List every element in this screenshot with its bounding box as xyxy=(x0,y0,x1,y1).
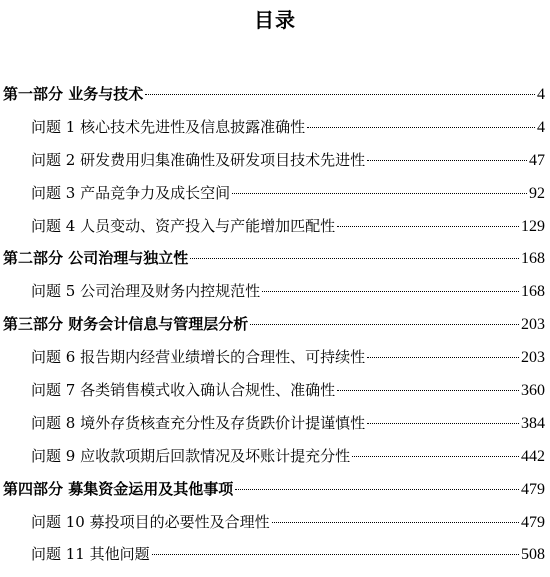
toc-list xyxy=(0,84,550,577)
toc-question-entry[interactable] xyxy=(0,183,550,216)
toc-question-entry[interactable] xyxy=(0,281,550,314)
toc-entry-label: 问题 6 报告期内经营业绩增长的合理性、可持续性 xyxy=(31,348,366,367)
toc-page-number: 129 xyxy=(521,217,545,235)
toc-dot-leader xyxy=(367,423,519,424)
toc-title: 目录 xyxy=(254,8,296,32)
toc-entry-label: 第一部分 业务与技术 xyxy=(3,85,144,103)
toc-part-entry[interactable] xyxy=(0,84,550,117)
toc-entry-label: 问题 5 公司治理及财务内控规范性 xyxy=(31,282,261,301)
toc-entry-label: 第二部分 公司治理与独立性 xyxy=(3,249,189,268)
toc-dot-leader xyxy=(272,522,519,523)
toc-entry-label: 问题 8 境外存货核查充分性及存货跌价计提谨慎性 xyxy=(31,413,366,432)
toc-question-entry[interactable] xyxy=(0,380,550,413)
toc-dot-leader xyxy=(145,94,535,95)
toc-dot-leader xyxy=(235,489,519,490)
toc-page-number: 203 xyxy=(521,316,545,334)
toc-dot-leader xyxy=(367,160,527,161)
toc-entry-label: 问题 7 各类销售模式收入确认合规性、准确性 xyxy=(31,381,336,400)
toc-dot-leader xyxy=(262,291,519,292)
toc-question-entry[interactable] xyxy=(0,150,550,183)
toc-question-entry[interactable] xyxy=(0,216,550,249)
toc-dot-leader xyxy=(232,193,527,194)
toc-page-number: 4 xyxy=(537,86,545,103)
toc-dot-leader xyxy=(337,390,519,391)
toc-entry-label: 问题 10 募投项目的必要性及合理性 xyxy=(31,512,270,531)
toc-entry-label: 第四部分 募集资金运用及其他事项 xyxy=(3,479,234,498)
toc-part-entry[interactable] xyxy=(0,314,550,347)
toc-question-entry[interactable] xyxy=(0,117,550,150)
toc-page-number: 479 xyxy=(521,513,545,531)
toc-dot-leader xyxy=(352,456,519,457)
toc-question-entry[interactable] xyxy=(0,446,550,479)
toc-page-number: 360 xyxy=(521,382,545,400)
toc-page-number: 384 xyxy=(521,414,545,432)
toc-dot-leader xyxy=(337,226,519,227)
toc-part-entry[interactable] xyxy=(0,248,550,281)
toc-dot-leader xyxy=(307,127,535,128)
toc-entry-label: 问题 3 产品竞争力及成长空间 xyxy=(31,183,231,202)
toc-page-number: 168 xyxy=(521,250,545,268)
toc-page-number: 4 xyxy=(537,118,545,136)
toc-page-number: 479 xyxy=(521,480,545,498)
toc-question-entry[interactable] xyxy=(0,512,550,545)
toc-page-number: 203 xyxy=(521,349,545,367)
toc-entry-label: 问题 4 人员变动、资产投入与产能增加匹配性 xyxy=(31,216,336,235)
toc-entry-label: 问题 9 应收款项期后回款情况及坏账计提充分性 xyxy=(31,446,351,465)
toc-dot-leader xyxy=(190,258,519,259)
toc-entry-label: 第三部分 财务会计信息与管理层分析 xyxy=(3,315,249,334)
toc-question-entry[interactable] xyxy=(0,544,550,577)
toc-dot-leader xyxy=(152,554,519,555)
toc-page-number: 168 xyxy=(521,283,545,301)
toc-page-number: 442 xyxy=(521,447,545,465)
toc-entry-label: 问题 2 研发费用归集准确性及研发项目技术先进性 xyxy=(31,150,366,169)
toc-dot-leader xyxy=(250,324,519,325)
toc-question-entry[interactable] xyxy=(0,413,550,446)
toc-question-entry[interactable] xyxy=(0,347,550,380)
toc-part-entry[interactable] xyxy=(0,479,550,512)
toc-page-number: 508 xyxy=(521,546,545,564)
toc-dot-leader xyxy=(367,357,519,358)
toc-entry-label: 问题 11 其他问题 xyxy=(31,545,150,564)
toc-entry-label: 问题 1 核心技术先进性及信息披露准确性 xyxy=(31,117,306,136)
toc-page-number: 92 xyxy=(529,184,545,202)
toc-page-number: 47 xyxy=(529,151,545,169)
